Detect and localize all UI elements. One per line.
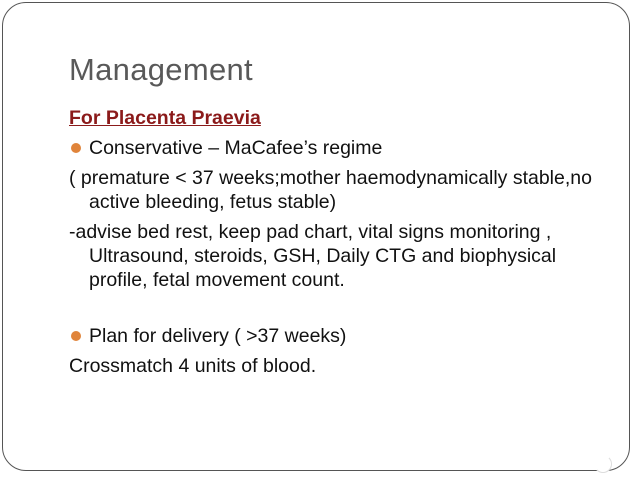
bullet-delivery-text: Plan for delivery ( >37 weeks) — [89, 325, 347, 347]
bullet-delivery — [69, 324, 609, 348]
slide-body — [69, 106, 609, 378]
corner-accent — [594, 455, 612, 473]
slide-title: Management — [69, 52, 253, 87]
bullet-icon — [71, 143, 81, 153]
bullet-conservative — [69, 136, 609, 160]
paragraph-management: -advise bed rest, keep pad chart, vital signs monitoring , Ultrasound, steroids, GSH, Daily CTG and biophysical profile, fetal movement count. — [69, 221, 557, 291]
subheading: For Placenta Praevia — [69, 107, 261, 129]
bullet-conservative-text: Conservative – MaCafee’s regime — [89, 137, 383, 159]
closing-line: Crossmatch 4 units of blood. — [69, 355, 317, 377]
paragraph-criteria: ( premature < 37 weeks;mother haemodynamically stable,no active bleeding, fetus stable) — [69, 167, 592, 213]
bullet-icon — [71, 331, 81, 341]
